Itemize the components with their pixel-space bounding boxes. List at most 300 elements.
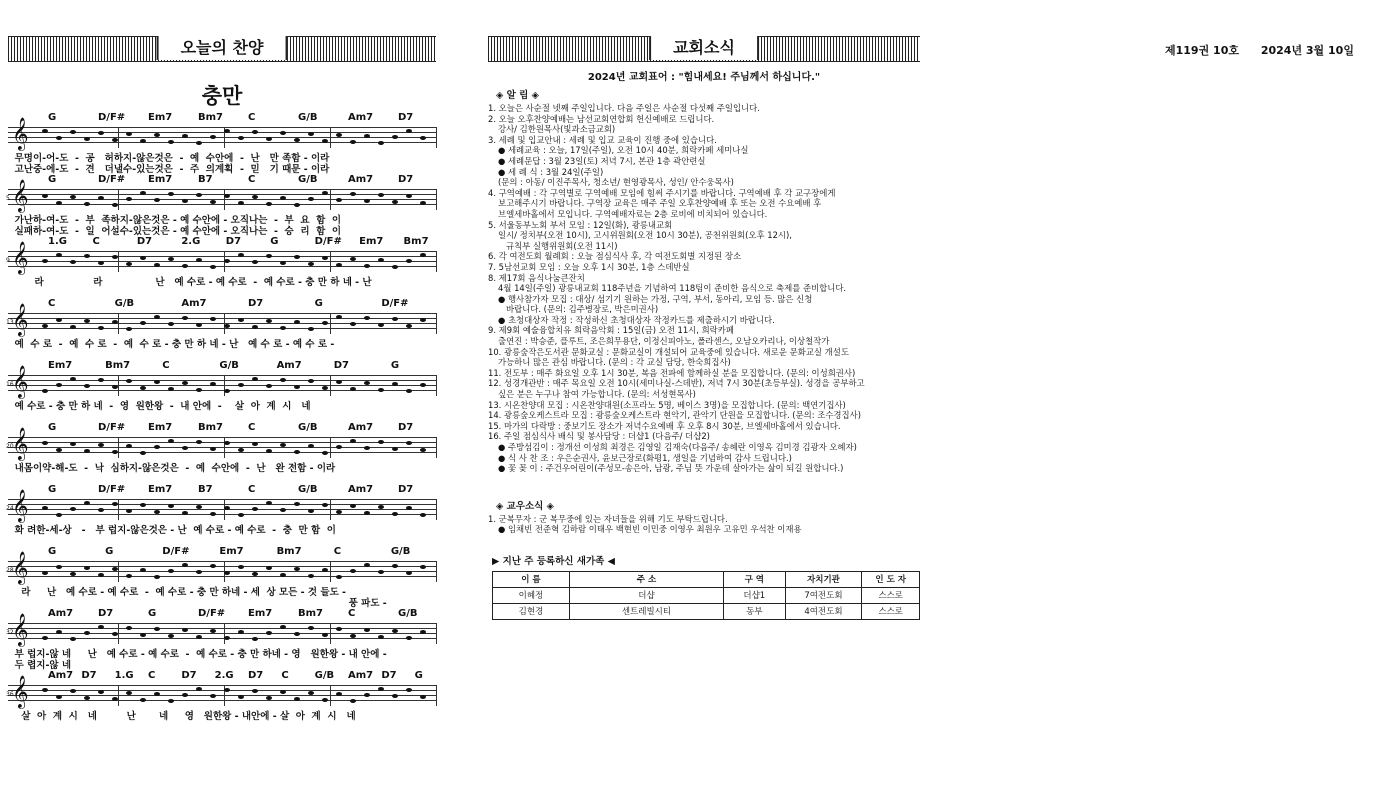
table-cell: 김현경 [493,603,570,619]
chord-symbol: D7 [248,670,264,681]
note-head [56,253,62,257]
lyrics-line-2: 실패하-여-도 - 일 어설수-있는것은 - 예 수안에 - 오직나는 - 승 리 함 이 [8,226,342,237]
note-head [280,261,286,265]
note-head [392,317,398,321]
note-head [84,384,90,388]
note-head [140,451,146,455]
note-head [70,689,76,693]
note-head [350,569,356,573]
chord-symbol: Em7 [48,360,73,371]
table-cell: 더샵 [569,587,723,603]
note-head [350,140,356,144]
note-head [168,387,174,391]
lyrics-line-1: 무명이-어-도 - 공 허하지-않은것은 - 예 수안에 - 난 만 족함 - 이라 [8,153,330,164]
chord-symbol: D7 [98,608,114,619]
note-head [378,687,384,691]
note-head [308,574,314,578]
note-head [168,699,174,703]
note-head [224,688,230,692]
chord-symbol: D7 [333,360,349,371]
note-head [420,383,426,387]
music-system [8,360,436,422]
note-head [140,698,146,702]
note-head [182,446,188,450]
bar-line [118,251,119,272]
note-head [378,570,384,574]
note-head [224,636,230,640]
note-head [56,630,62,634]
note-head [56,383,62,387]
note-head [420,318,426,322]
note-head [168,140,174,144]
note-head [266,631,272,635]
note-head [70,637,76,641]
chord-symbol: Bm7 [198,112,223,123]
lyrics-line-1: 살 아 계 시 네 난 네 영 원한왕 - 내안에 - 살 아 계 시 네 [8,711,356,722]
music-system [8,112,436,174]
bar-line [330,623,331,644]
table-header-cell: 이 름 [493,571,570,587]
note-head [224,506,230,510]
note-head [406,441,412,445]
note-head [308,379,314,383]
bar-line [436,251,437,272]
chord-row [8,670,436,684]
bar-line [118,375,119,396]
note-head [168,439,174,443]
chord-symbol: G/B [219,360,239,371]
note-head [42,688,48,692]
note-head [168,504,174,508]
note-head [266,696,272,700]
chord-symbol: Am7 [181,298,207,309]
note-head [378,258,384,262]
note-head [378,141,384,145]
note-head [420,448,426,452]
chord-symbol: 1.G [114,670,134,681]
chord-symbol: C [162,360,170,371]
notice-line: 1. 오늘은 사순절 넷째 주일입니다. 다음 주일은 사순절 다섯째 주일입니다. [488,103,760,113]
notice-line: (문의 : 아동/ 이진주목사, 청소년/ 현영광목사, 성인/ 안수웅목사) [498,177,734,188]
chord-symbol: Bm7 [403,236,429,247]
chord-symbol: Bm7 [105,360,131,371]
note-head [308,691,314,695]
table-cell: 동부 [724,603,785,619]
note-head [308,626,314,630]
note-head [140,321,146,325]
measure-number: 9 [6,257,10,264]
news-banner [488,36,920,62]
note-head [406,324,412,328]
notice-line: ● 식 사 찬 조 : 우은순권사, 윤보근장로(화평1, 생일을 기념하여 감사 드립니다.) [498,452,792,463]
chord-symbol: Bm7 [276,546,302,557]
note-head [392,512,398,516]
note-head [308,327,314,331]
notice-line: 바랍니다. (문의: 김주병장로, 박은미권사) [506,304,659,315]
table-cell: 이혜정 [493,587,570,603]
note-head [252,260,258,264]
chord-symbol: Am7 [348,112,374,123]
lyrics-line-2: 풍 파도 - [8,598,387,609]
chord-symbol: C [48,298,56,309]
chord-symbol: C [333,546,342,557]
note-head [154,510,160,514]
note-head [336,380,342,384]
note-head [84,631,90,635]
notice-line: 보고해주시기 바랍니다. 구역장 교육은 매주 주일 오후찬양예배 후 또는 오전 수요예배 후 [498,198,822,209]
chord-symbol: 2.G [181,236,201,247]
table-header-cell: 구 역 [724,571,785,587]
chord-symbol: B7 [198,484,213,495]
notice-line: 브엘세바홀에서 모입니다. 구역예배자료는 2층 로비에 비치되어 있습니다. [498,208,768,219]
note-head [126,379,132,383]
chord-row [8,298,436,312]
note-head [154,692,160,696]
note-head [224,441,230,445]
note-head [84,137,90,141]
note-head [350,504,356,508]
note-head [322,568,328,572]
bar-line [436,375,437,396]
note-head [322,633,328,637]
note-head [98,443,104,447]
bar-line [118,499,119,520]
chord-symbol: D/F# [162,546,190,557]
bar-line [436,623,437,644]
lyrics-line-2: 두 렵지-않 네 [8,660,72,671]
note-head [182,563,188,567]
bar-line [436,189,437,210]
chord-symbol: G/B [298,484,318,495]
note-head [420,513,426,517]
notice-line: 강사/ 김한원목사(빛과소금교회) [498,124,616,135]
notice-line: 일시/ 정치부(오전 10시), 고시위원회(오전 10시 30분), 공천위원회(오후 12시), [498,230,792,241]
sheet-music [8,112,436,732]
note-head [154,380,160,384]
note-head [196,687,202,691]
note-head [364,199,370,203]
note-head [112,632,118,636]
chord-symbol: Am7 [348,174,374,185]
chord-row [8,360,436,374]
note-head [84,254,90,258]
note-head [70,507,76,511]
chord-symbol: Am7 [48,608,74,619]
measure-number: 28 [6,567,14,574]
chord-row [8,484,436,498]
chord-symbol: Em7 [219,546,244,557]
table-header-cell: 인 도 자 [862,571,920,587]
lyrics-line-1: 화 려한-세-상 - 부 럽지-않은것은 - 난 예 수로 - 예 수로 - 충 만 함 이 [8,525,336,536]
note-head [266,384,272,388]
note-head [336,627,342,631]
note-head [322,386,328,390]
note-head [322,321,328,325]
note-head [350,634,356,638]
note-head [154,198,160,202]
note-head [294,203,300,207]
note-head [70,572,76,576]
table-cell: 4여전도회 [785,603,862,619]
note-head [238,136,244,140]
table-cell: 7여전도회 [785,587,862,603]
treble-clef-icon: 𝄞 [12,241,29,274]
note-head [238,695,244,699]
note-head [84,501,90,505]
issue-date: 2024년 3월 10일 [1260,44,1354,57]
note-head [210,382,216,386]
note-head [378,323,384,327]
note-head [238,565,244,569]
treble-clef-icon: 𝄞 [12,365,29,398]
lyrics-line-1: 라 라 난 예 수로 - 예 수로 - 예 수로 - 충 만 하 네 - 난 [8,277,372,288]
bar-line [330,251,331,272]
note-head [196,323,202,327]
chord-symbol: G/B [314,670,335,681]
note-head [406,636,412,640]
note-head [56,513,62,517]
note-head [210,135,216,139]
note-head [224,389,230,393]
chord-symbol: G [314,298,323,309]
chord-symbol: D/F# [98,484,126,495]
note-head [140,568,146,572]
note-head [364,264,370,268]
notice-line: ● 꽃 꽂 이 : 주건우어린이(주성모-송은아, 남광, 주님 뜻 가운데 살아가는 삶이 되길 원합니다.) [498,463,844,474]
note-head [280,443,286,447]
note-head [308,262,314,266]
note-head [420,695,426,699]
note-head [322,139,328,143]
note-head [84,696,90,700]
chord-symbol: G/B [390,546,411,557]
note-head [168,322,174,326]
note-head [70,325,76,329]
music-system [8,608,436,670]
treble-clef-icon: 𝄞 [12,675,29,708]
chord-symbol: G/B [298,174,318,185]
note-head [126,509,132,513]
note-head [224,129,230,133]
note-head [238,201,244,205]
note-head [56,318,62,322]
note-head [154,263,160,267]
song-title: 충만 [201,84,243,108]
note-head [196,193,202,197]
chord-symbol: D7 [398,112,414,123]
note-head [364,563,370,567]
note-head [308,509,314,513]
note-head [126,327,132,331]
note-head [350,257,356,261]
note-head [196,570,202,574]
music-system [8,298,436,360]
bar-line [224,437,225,458]
treble-clef-icon: 𝄞 [12,551,29,584]
note-head [350,439,356,443]
note-head [420,253,426,257]
note-head [392,265,398,269]
note-head [322,191,328,195]
chord-symbol: C [92,236,100,247]
note-head [98,196,104,200]
chord-symbol: G [270,236,279,247]
note-head [280,326,286,330]
measure-number: 13 [6,319,14,326]
bar-line [436,313,437,334]
notice-line: 4월 14일(주일) 광릉내교회 118주년을 기념하여 118팀이 준비한 음식으로 축제를 준비합니다. [498,283,847,294]
measure-number: 36 [6,691,14,698]
note-head [84,566,90,570]
note-head [154,315,160,319]
note-head [140,503,146,507]
note-head [224,571,230,575]
bar-line [330,127,331,148]
note-head [252,442,258,446]
treble-clef-icon: 𝄞 [12,613,29,646]
chord-symbol: Em7 [148,174,173,185]
note-head [308,197,314,201]
note-head [196,440,202,444]
measure-number: 5 [6,195,10,202]
note-head [364,511,370,515]
chord-row [8,174,436,188]
note-head [140,256,146,260]
note-head [210,200,216,204]
bar-line [118,127,119,148]
note-head [196,141,202,145]
note-head [126,691,132,695]
chord-row [8,236,436,250]
note-head [378,193,384,197]
note-head [112,203,118,207]
church-news-column [488,36,920,781]
table-header-row [493,571,920,587]
new-family-table [492,571,920,620]
bar-line [118,313,119,334]
notice-section-title: ◈ 알 림 ◈ [496,90,539,101]
note-head [98,625,104,629]
note-head [364,316,370,320]
chord-symbol: G/B [398,608,418,619]
note-head [280,690,286,694]
note-head [182,381,188,385]
chord-symbol: C [281,670,289,681]
note-head [294,385,300,389]
chord-symbol: G [48,112,57,123]
note-head [210,629,216,633]
note-head [154,627,160,631]
chord-symbol: Em7 [248,608,273,619]
note-head [392,564,398,568]
note-head [42,194,48,198]
note-head [112,502,118,506]
note-head [56,448,62,452]
chord-symbol: D/F# [381,298,409,309]
note-head [168,634,174,638]
note-head [196,388,202,392]
note-head [56,136,62,140]
note-head [98,378,104,382]
note-head [406,506,412,510]
note-head [126,444,132,448]
treble-clef-icon: 𝄞 [12,489,29,522]
note-head [112,697,118,701]
note-head [336,575,342,579]
note-head [98,690,104,694]
note-head [252,325,258,329]
note-head [126,626,132,630]
note-head [224,259,230,263]
todays-praise-column [8,36,436,781]
chord-symbol: 2.G [214,670,234,681]
table-cell: 스스로 [862,603,920,619]
lyrics-line-1: 내몸이약-해-도 - 낙 심하지-않은것은 - 예 수안에 - 난 완 전함 - 이라 [8,463,336,474]
notice-line: ● 주방섬김이 : 정개선 이성희 최경은 김영일 김재숙(다음주/ 송혜란 이영옥 김미경 김광자 오혜자) [498,442,857,452]
table-cell: 센트레빌시티 [569,603,723,619]
bar-line [118,623,119,644]
notice-line: 9. 제9회 예술융합치유 희락음악회 : 15일(금) 오전 11시, 희락카페 [488,325,734,336]
note-head [378,635,384,639]
chord-symbol: D7 [181,670,197,681]
note-head [70,377,76,381]
note-head [140,191,146,195]
bar-line [330,685,331,706]
notice-line: ● 세 례 식 : 3월 24일(주일) [498,166,604,177]
notice-line: ● 행사참가자 모집 : 대상/ 섬기기 원하는 가정, 구역, 부서, 동아리, 모임 등. 많은 신청 [498,293,813,304]
chord-symbol: G/B [114,298,135,309]
measure-number: 16 [6,381,14,388]
note-head [280,378,286,382]
note-head [56,695,62,699]
note-head [406,129,412,133]
lyrics-line-1: 가난하-여-도 - 부 족하지-않은것은 - 예 수안에 - 오직나는 - 부 요 함 이 [8,215,342,226]
bar-line [224,189,225,210]
note-head [392,694,398,698]
note-head [126,262,132,266]
note-head [168,569,174,573]
chord-symbol: G [390,360,400,371]
notice-line: 출연진 : 박승준, 플루트, 조은희무용단, 이정신피아노, 폴라센스, 오남오카리나, 이상철작가 [498,336,830,347]
note-head [322,698,328,702]
note-head [294,320,300,324]
note-head [322,256,328,260]
chord-symbol: D/F# [198,608,226,619]
note-head [182,134,188,138]
note-head [182,199,188,203]
note-head [42,129,48,133]
note-head [350,387,356,391]
note-head [336,198,342,202]
chord-symbol: D/F# [98,112,126,123]
lyrics-line-1: 예 수 로 - 예 수 로 - 예 수 로 - 충 만 하 네 - 난 예 수 로 - 예 수 로 - [8,339,335,350]
praise-banner [8,36,436,62]
note-head [406,571,412,575]
note-head [252,195,258,199]
lyrics-line-2: 고난중-에-도 - 견 더낼수-있는것은 - 주 의계획 - 믿 기 때문 - 이라 [8,164,330,175]
note-head [70,130,76,134]
note-head [392,447,398,451]
chord-symbol: G [48,546,57,557]
chord-row [8,546,436,560]
note-head [42,389,48,393]
bar-line [330,561,331,582]
bar-line [118,685,119,706]
chord-symbol: Am7 [348,422,374,433]
note-head [168,192,174,196]
note-head [294,255,300,259]
note-head [224,194,230,198]
